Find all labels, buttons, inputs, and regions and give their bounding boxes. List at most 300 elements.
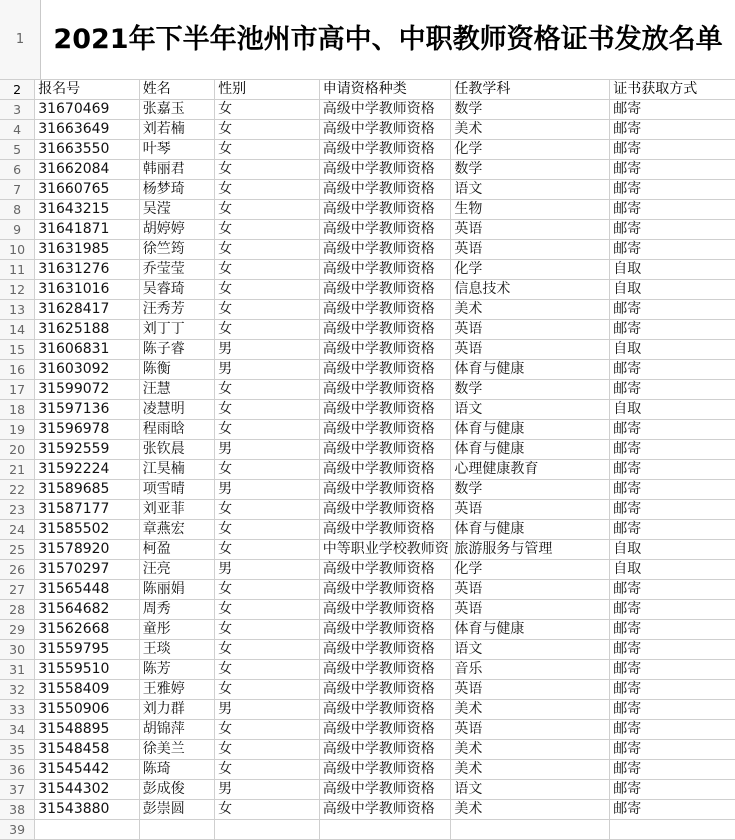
cell-method[interactable]: 自取: [610, 400, 735, 420]
cell-type[interactable]: 高级中学教师资格: [319, 760, 451, 780]
cell-id[interactable]: 31570297: [35, 560, 140, 580]
table-row: [0, 340, 735, 360]
cell-method[interactable]: 邮寄: [610, 120, 735, 140]
row-number[interactable]: 24: [0, 520, 35, 540]
row-number[interactable]: 33: [0, 700, 35, 720]
table-row: [0, 660, 735, 680]
row-number[interactable]: 39: [0, 820, 35, 840]
cell-id[interactable]: 31585502: [35, 520, 140, 540]
cell-id[interactable]: 31663550: [35, 140, 140, 160]
cell-subject[interactable]: 信息技术: [451, 280, 610, 300]
cell-type[interactable]: 高级中学教师资格: [319, 360, 451, 380]
cell-method[interactable]: 邮寄: [610, 580, 735, 600]
cell-type[interactable]: 高级中学教师资格: [319, 580, 451, 600]
cell-method[interactable]: 邮寄: [610, 360, 735, 380]
row-number[interactable]: 28: [0, 600, 35, 620]
cell-type[interactable]: 高级中学教师资格: [319, 640, 451, 660]
cell-gender[interactable]: 女: [215, 260, 320, 280]
cell-method[interactable]: 邮寄: [610, 140, 735, 160]
cell-type[interactable]: 高级中学教师资格: [319, 720, 451, 740]
cell-subject[interactable]: 美术: [451, 800, 610, 820]
row-number[interactable]: 13: [0, 300, 35, 320]
cell-id[interactable]: 31628417: [35, 300, 140, 320]
cell-subject[interactable]: 心理健康教育: [451, 460, 610, 480]
cell-type[interactable]: 高级中学教师资格: [319, 680, 451, 700]
cell-id[interactable]: 31558409: [35, 680, 140, 700]
row-number[interactable]: 22: [0, 480, 35, 500]
cell-name[interactable]: 胡锦萍: [139, 720, 214, 740]
cell-name[interactable]: 陈衡: [139, 360, 214, 380]
cell-method[interactable]: 邮寄: [610, 420, 735, 440]
cell-id[interactable]: 31597136: [35, 400, 140, 420]
cell-subject[interactable]: 英语: [451, 680, 610, 700]
row-number[interactable]: 7: [0, 180, 35, 200]
cell-id[interactable]: 31543880: [35, 800, 140, 820]
cell-id[interactable]: 31596978: [35, 420, 140, 440]
cell-gender[interactable]: 女: [215, 200, 320, 220]
cell-type[interactable]: 高级中学教师资格: [319, 140, 451, 160]
table-row: [0, 640, 735, 660]
cell-gender[interactable]: 女: [215, 520, 320, 540]
cell-subject[interactable]: 化学: [451, 140, 610, 160]
cell-gender[interactable]: 女: [215, 100, 320, 120]
cell-type[interactable]: 高级中学教师资格: [319, 560, 451, 580]
cell-type[interactable]: 高级中学教师资格: [319, 220, 451, 240]
cell-subject[interactable]: 体育与健康: [451, 420, 610, 440]
cell-gender[interactable]: 男: [215, 560, 320, 580]
cell-method[interactable]: 邮寄: [610, 480, 735, 500]
row-number[interactable]: 17: [0, 380, 35, 400]
cell-method[interactable]: 自取: [610, 280, 735, 300]
cell-type[interactable]: 高级中学教师资格: [319, 320, 451, 340]
cell-gender[interactable]: 女: [215, 800, 320, 820]
row-number[interactable]: 30: [0, 640, 35, 660]
cell-method[interactable]: 邮寄: [610, 300, 735, 320]
cell-method[interactable]: 自取: [610, 560, 735, 580]
header-cell-gender[interactable]: 性别: [215, 80, 320, 100]
empty-cell[interactable]: [319, 820, 451, 840]
cell-method[interactable]: 邮寄: [610, 160, 735, 180]
row-number[interactable]: 8: [0, 200, 35, 220]
empty-cell[interactable]: [215, 820, 320, 840]
row-number[interactable]: 32: [0, 680, 35, 700]
cell-subject[interactable]: 语文: [451, 780, 610, 800]
table-row: [0, 740, 735, 760]
cell-gender[interactable]: 女: [215, 160, 320, 180]
cell-subject[interactable]: 体育与健康: [451, 520, 610, 540]
cell-id[interactable]: 31544302: [35, 780, 140, 800]
cell-subject[interactable]: 生物: [451, 200, 610, 220]
table-row: [0, 680, 735, 700]
cell-id[interactable]: 31631016: [35, 280, 140, 300]
cell-id[interactable]: 31663649: [35, 120, 140, 140]
cell-id[interactable]: 31559510: [35, 660, 140, 680]
cell-name[interactable]: 童彤: [139, 620, 214, 640]
cell-type[interactable]: 高级中学教师资格: [319, 160, 451, 180]
cell-subject[interactable]: 音乐: [451, 660, 610, 680]
cell-id[interactable]: 31643215: [35, 200, 140, 220]
cell-method[interactable]: 邮寄: [610, 660, 735, 680]
cell-subject[interactable]: 数学: [451, 380, 610, 400]
cell-subject[interactable]: 英语: [451, 720, 610, 740]
row-number[interactable]: 26: [0, 560, 35, 580]
empty-cell[interactable]: [139, 820, 214, 840]
cell-gender[interactable]: 男: [215, 440, 320, 460]
cell-type[interactable]: 高级中学教师资格: [319, 100, 451, 120]
cell-type[interactable]: 高级中学教师资格: [319, 240, 451, 260]
row-number[interactable]: 14: [0, 320, 35, 340]
row-number[interactable]: 4: [0, 120, 35, 140]
cell-id[interactable]: 31641871: [35, 220, 140, 240]
empty-cell[interactable]: [451, 820, 610, 840]
cell-gender[interactable]: 女: [215, 140, 320, 160]
cell-name[interactable]: 王琰: [139, 640, 214, 660]
table-row: [0, 800, 735, 820]
cell-name[interactable]: 刘力群: [139, 700, 214, 720]
row-number[interactable]: 2: [0, 80, 35, 100]
cell-subject[interactable]: 美术: [451, 700, 610, 720]
cell-method[interactable]: 自取: [610, 260, 735, 280]
table-row: [0, 420, 735, 440]
cell-subject[interactable]: 语文: [451, 400, 610, 420]
cell-subject[interactable]: 英语: [451, 220, 610, 240]
cell-type[interactable]: 高级中学教师资格: [319, 700, 451, 720]
cell-gender[interactable]: 女: [215, 760, 320, 780]
table-row: [0, 260, 735, 280]
cell-gender[interactable]: 男: [215, 480, 320, 500]
cell-gender[interactable]: 女: [215, 240, 320, 260]
cell-subject[interactable]: 化学: [451, 260, 610, 280]
cell-name[interactable]: 王雅婷: [139, 680, 214, 700]
empty-cell[interactable]: [610, 820, 735, 840]
cell-method[interactable]: 邮寄: [610, 380, 735, 400]
cell-name[interactable]: 吴睿琦: [139, 280, 214, 300]
cell-id[interactable]: 31550906: [35, 700, 140, 720]
cell-method[interactable]: 邮寄: [610, 760, 735, 780]
cell-gender[interactable]: 女: [215, 300, 320, 320]
cell-subject[interactable]: 数学: [451, 480, 610, 500]
cell-id[interactable]: 31545442: [35, 760, 140, 780]
cell-type[interactable]: 高级中学教师资格: [319, 300, 451, 320]
row-number[interactable]: 37: [0, 780, 35, 800]
cell-name[interactable]: 徐竺筠: [139, 240, 214, 260]
cell-method[interactable]: 邮寄: [610, 460, 735, 480]
table-row: [0, 100, 735, 120]
cell-id[interactable]: 31625188: [35, 320, 140, 340]
cell-gender[interactable]: 男: [215, 700, 320, 720]
table-row: [0, 120, 735, 140]
cell-method[interactable]: 邮寄: [610, 180, 735, 200]
row-number[interactable]: 23: [0, 500, 35, 520]
cell-gender[interactable]: 男: [215, 360, 320, 380]
cell-name[interactable]: 陈琦: [139, 760, 214, 780]
cell-method[interactable]: 邮寄: [610, 220, 735, 240]
cell-id[interactable]: 31578920: [35, 540, 140, 560]
row-number[interactable]: 12: [0, 280, 35, 300]
cell-gender[interactable]: 女: [215, 600, 320, 620]
cell-id[interactable]: 31562668: [35, 620, 140, 640]
cell-method[interactable]: 邮寄: [610, 320, 735, 340]
cell-gender[interactable]: 女: [215, 280, 320, 300]
cell-method[interactable]: 邮寄: [610, 700, 735, 720]
table-row: [0, 560, 735, 580]
cell-method[interactable]: 邮寄: [610, 100, 735, 120]
cell-name[interactable]: 刘丁丁: [139, 320, 214, 340]
cell-method[interactable]: 邮寄: [610, 720, 735, 740]
cell-subject[interactable]: 体育与健康: [451, 360, 610, 380]
cell-gender[interactable]: 女: [215, 120, 320, 140]
cell-type[interactable]: 高级中学教师资格: [319, 620, 451, 640]
cell-name[interactable]: 章燕宏: [139, 520, 214, 540]
cell-id[interactable]: 31587177: [35, 500, 140, 520]
cell-subject[interactable]: 化学: [451, 560, 610, 580]
header-cell-subject[interactable]: 任教学科: [451, 80, 610, 100]
cell-method[interactable]: 邮寄: [610, 640, 735, 660]
row-number[interactable]: 3: [0, 100, 35, 120]
table-row: [0, 720, 735, 740]
row-number[interactable]: 36: [0, 760, 35, 780]
row-number[interactable]: 10: [0, 240, 35, 260]
cell-method[interactable]: 邮寄: [610, 780, 735, 800]
cell-name[interactable]: 刘若楠: [139, 120, 214, 140]
cell-gender[interactable]: 女: [215, 680, 320, 700]
cell-type[interactable]: 高级中学教师资格: [319, 800, 451, 820]
cell-name[interactable]: 韩丽君: [139, 160, 214, 180]
cell-gender[interactable]: 女: [215, 460, 320, 480]
cell-gender[interactable]: 女: [215, 660, 320, 680]
cell-subject[interactable]: 英语: [451, 500, 610, 520]
cell-method[interactable]: 邮寄: [610, 680, 735, 700]
cell-gender[interactable]: 女: [215, 400, 320, 420]
cell-type[interactable]: 高级中学教师资格: [319, 180, 451, 200]
cell-name[interactable]: 汪慧: [139, 380, 214, 400]
header-row: [0, 80, 735, 100]
row-number[interactable]: 16: [0, 360, 35, 380]
cell-type[interactable]: 高级中学教师资格: [319, 600, 451, 620]
cell-type[interactable]: 高级中学教师资格: [319, 420, 451, 440]
row-number[interactable]: 19: [0, 420, 35, 440]
cell-type[interactable]: 高级中学教师资格: [319, 200, 451, 220]
row-number[interactable]: 5: [0, 140, 35, 160]
row-number[interactable]: 29: [0, 620, 35, 640]
row-number[interactable]: 35: [0, 740, 35, 760]
cell-name[interactable]: 吴滢: [139, 200, 214, 220]
cell-subject[interactable]: 体育与健康: [451, 440, 610, 460]
cell-subject[interactable]: 数学: [451, 100, 610, 120]
cell-type[interactable]: 高级中学教师资格: [319, 340, 451, 360]
cell-name[interactable]: 陈丽娟: [139, 580, 214, 600]
cell-subject[interactable]: 数学: [451, 160, 610, 180]
cell-id[interactable]: 31670469: [35, 100, 140, 120]
table-row: [0, 160, 735, 180]
cell-type[interactable]: 高级中学教师资格: [319, 380, 451, 400]
cell-method[interactable]: 邮寄: [610, 240, 735, 260]
cell-method[interactable]: 邮寄: [610, 500, 735, 520]
cell-type[interactable]: 高级中学教师资格: [319, 740, 451, 760]
cell-method[interactable]: 自取: [610, 340, 735, 360]
cell-name[interactable]: 汪秀芳: [139, 300, 214, 320]
row-number[interactable]: 31: [0, 660, 35, 680]
cell-id[interactable]: 31564682: [35, 600, 140, 620]
cell-id[interactable]: 31662084: [35, 160, 140, 180]
cell-name[interactable]: 徐美兰: [139, 740, 214, 760]
table-row: [0, 360, 735, 380]
cell-name[interactable]: 乔莹莹: [139, 260, 214, 280]
cell-subject[interactable]: 英语: [451, 580, 610, 600]
empty-cell[interactable]: [35, 820, 140, 840]
cell-id[interactable]: 31589685: [35, 480, 140, 500]
cell-method[interactable]: 邮寄: [610, 800, 735, 820]
table-row: [0, 180, 735, 200]
table-row: [0, 440, 735, 460]
row-number[interactable]: 20: [0, 440, 35, 460]
cell-gender[interactable]: 女: [215, 620, 320, 640]
row-number[interactable]: 1: [0, 0, 41, 79]
cell-name[interactable]: 彭崇圆: [139, 800, 214, 820]
row-number[interactable]: 18: [0, 400, 35, 420]
table-row: [0, 520, 735, 540]
cell-method[interactable]: 自取: [610, 540, 735, 560]
cell-type[interactable]: 高级中学教师资格: [319, 400, 451, 420]
cell-name[interactable]: 杨梦琦: [139, 180, 214, 200]
cell-type[interactable]: 高级中学教师资格: [319, 520, 451, 540]
cell-id[interactable]: 31565448: [35, 580, 140, 600]
cell-id[interactable]: 31592224: [35, 460, 140, 480]
cell-method[interactable]: 邮寄: [610, 620, 735, 640]
table-row: [0, 400, 735, 420]
cell-name[interactable]: 江昊楠: [139, 460, 214, 480]
cell-id[interactable]: 31603092: [35, 360, 140, 380]
cell-method[interactable]: 邮寄: [610, 600, 735, 620]
cell-gender[interactable]: 男: [215, 340, 320, 360]
header-cell-id[interactable]: 报名号: [35, 80, 140, 100]
cell-subject[interactable]: 语文: [451, 180, 610, 200]
cell-type[interactable]: 高级中学教师资格: [319, 500, 451, 520]
row-number[interactable]: 6: [0, 160, 35, 180]
cell-subject[interactable]: 美术: [451, 740, 610, 760]
cell-subject[interactable]: 旅游服务与管理: [451, 540, 610, 560]
header-cell-type[interactable]: 申请资格种类: [319, 80, 451, 100]
cell-gender[interactable]: 女: [215, 380, 320, 400]
header-cell-method[interactable]: 证书获取方式: [610, 80, 735, 100]
cell-subject[interactable]: 美术: [451, 760, 610, 780]
cell-type[interactable]: 高级中学教师资格: [319, 660, 451, 680]
cell-gender[interactable]: 女: [215, 220, 320, 240]
cell-gender[interactable]: 女: [215, 640, 320, 660]
cell-type[interactable]: 高级中学教师资格: [319, 780, 451, 800]
cell-type[interactable]: 高级中学教师资格: [319, 120, 451, 140]
cell-id[interactable]: 31592559: [35, 440, 140, 460]
cell-type[interactable]: 高级中学教师资格: [319, 280, 451, 300]
table-row: [0, 380, 735, 400]
cell-name[interactable]: 凌慧明: [139, 400, 214, 420]
row-number[interactable]: 25: [0, 540, 35, 560]
table-row: [0, 700, 735, 720]
cell-name[interactable]: 汪亮: [139, 560, 214, 580]
cell-type[interactable]: 中等职业学校教师资: [319, 540, 451, 560]
cell-subject[interactable]: 英语: [451, 240, 610, 260]
cell-name[interactable]: 陈子睿: [139, 340, 214, 360]
cell-type[interactable]: 高级中学教师资格: [319, 480, 451, 500]
cell-subject[interactable]: 语文: [451, 640, 610, 660]
cell-method[interactable]: 邮寄: [610, 520, 735, 540]
cell-type[interactable]: 高级中学教师资格: [319, 460, 451, 480]
table-row: [0, 320, 735, 340]
cell-name[interactable]: 刘亚菲: [139, 500, 214, 520]
data-table: [0, 79, 735, 840]
cell-name[interactable]: 程雨晗: [139, 420, 214, 440]
cell-subject[interactable]: 体育与健康: [451, 620, 610, 640]
row-number[interactable]: 34: [0, 720, 35, 740]
cell-name[interactable]: 胡婷婷: [139, 220, 214, 240]
cell-gender[interactable]: 女: [215, 740, 320, 760]
table-row: [0, 220, 735, 240]
title-row: [0, 0, 735, 80]
cell-subject[interactable]: 美术: [451, 300, 610, 320]
cell-gender[interactable]: 女: [215, 500, 320, 520]
table-row: [0, 760, 735, 780]
row-number[interactable]: 9: [0, 220, 35, 240]
cell-id[interactable]: 31599072: [35, 380, 140, 400]
row-number[interactable]: 27: [0, 580, 35, 600]
sheet-title[interactable]: 2021年下半年池州市高中、中职教师资格证书发放名单: [53, 24, 723, 55]
cell-name[interactable]: 张嘉玉: [139, 100, 214, 120]
cell-name[interactable]: 张钦晨: [139, 440, 214, 460]
table-row: [0, 460, 735, 480]
cell-id[interactable]: 31548458: [35, 740, 140, 760]
row-number[interactable]: 38: [0, 800, 35, 820]
cell-name[interactable]: 柯盈: [139, 540, 214, 560]
cell-method[interactable]: 邮寄: [610, 740, 735, 760]
cell-name[interactable]: 彭成俊: [139, 780, 214, 800]
cell-gender[interactable]: 女: [215, 180, 320, 200]
cell-id[interactable]: 31606831: [35, 340, 140, 360]
table-row: [0, 280, 735, 300]
cell-type[interactable]: 高级中学教师资格: [319, 260, 451, 280]
cell-name[interactable]: 陈芳: [139, 660, 214, 680]
cell-id[interactable]: 31559795: [35, 640, 140, 660]
row-number[interactable]: 15: [0, 340, 35, 360]
cell-subject[interactable]: 英语: [451, 600, 610, 620]
cell-gender[interactable]: 女: [215, 580, 320, 600]
cell-gender[interactable]: 女: [215, 420, 320, 440]
table-row: [0, 780, 735, 800]
cell-subject[interactable]: 英语: [451, 340, 610, 360]
cell-name[interactable]: 项雪晴: [139, 480, 214, 500]
table-row: [0, 540, 735, 560]
header-cell-name[interactable]: 姓名: [139, 80, 214, 100]
cell-method[interactable]: 邮寄: [610, 200, 735, 220]
table-row: [0, 240, 735, 260]
cell-subject[interactable]: 美术: [451, 120, 610, 140]
cell-method[interactable]: 邮寄: [610, 440, 735, 460]
cell-gender[interactable]: 女: [215, 720, 320, 740]
row-number[interactable]: 11: [0, 260, 35, 280]
cell-gender[interactable]: 男: [215, 780, 320, 800]
row-number[interactable]: 21: [0, 460, 35, 480]
cell-subject[interactable]: 英语: [451, 320, 610, 340]
cell-id[interactable]: 31631985: [35, 240, 140, 260]
cell-name[interactable]: 叶琴: [139, 140, 214, 160]
table-row: [0, 140, 735, 160]
cell-name[interactable]: 周秀: [139, 600, 214, 620]
cell-id[interactable]: 31548895: [35, 720, 140, 740]
cell-gender[interactable]: 女: [215, 320, 320, 340]
cell-type[interactable]: 高级中学教师资格: [319, 440, 451, 460]
cell-gender[interactable]: 女: [215, 540, 320, 560]
cell-id[interactable]: 31660765: [35, 180, 140, 200]
cell-id[interactable]: 31631276: [35, 260, 140, 280]
